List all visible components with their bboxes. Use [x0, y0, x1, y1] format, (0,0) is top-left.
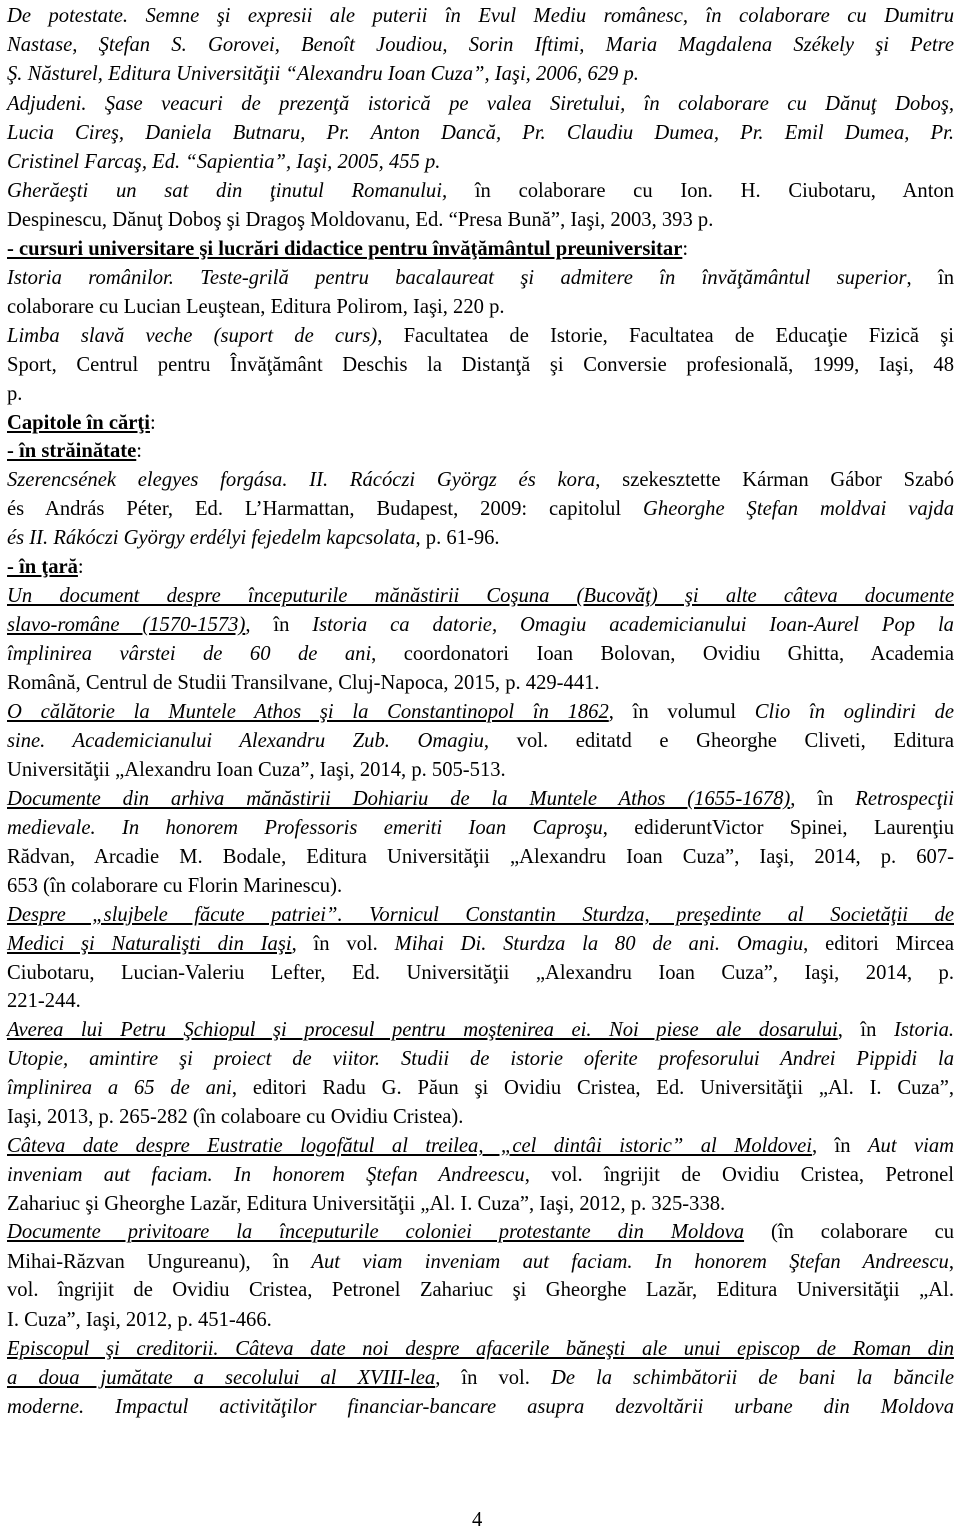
text-line — [7, 351, 954, 380]
text-segment: vol. îngrijit de Ovidiu Cristea, Petronel Zahariuc şi Gheorghe Lazăr, Editura Universităţii „Al. — [7, 1279, 954, 1301]
text-line — [7, 1016, 954, 1045]
text-segment: slavo-române (1570-1573) — [7, 614, 246, 636]
text-line — [7, 1393, 954, 1422]
text-line — [7, 582, 954, 611]
text-segment: , p. 61-96. — [415, 527, 500, 549]
text-segment: Ş. Năsturel, Editura Universităţii “Alexandru Ioan Cuza”, Iaşi, 2006, 629 p. — [7, 63, 639, 85]
text-line — [7, 640, 954, 669]
text-line — [7, 843, 954, 872]
text-line — [7, 177, 954, 206]
text-segment: Lucia Cireş, Daniela Butnaru, Pr. Anton Dancă, Pr. Claudiu Dumea, Pr. Emil Dumea, Pr. — [7, 122, 954, 144]
text-segment: , — [948, 1251, 954, 1273]
text-segment: - în străinătate — [7, 440, 137, 462]
text-line — [7, 669, 960, 698]
text-segment: , coordonatori Ioan Bolovan, Ovidiu Ghitta, Academia — [371, 643, 954, 665]
text-segment: Retrospecţii — [855, 788, 954, 810]
text-segment: Istoria ca datorie, Omagiu academicianului Ioan-Aurel Pop la — [312, 614, 954, 636]
text-line — [7, 235, 960, 264]
text-segment: , în — [790, 788, 856, 810]
text-line — [7, 1103, 960, 1132]
text-line — [7, 814, 954, 843]
text-segment: colaborare cu Lucian Leuştean, Editura Polirom, Iaşi, 220 p. — [7, 296, 505, 318]
text-segment: , szekesztette Kárman Gábor Szabó — [595, 469, 954, 491]
page-number: 4 — [472, 1509, 483, 1531]
text-line — [7, 1335, 954, 1364]
text-line — [7, 264, 954, 293]
text-segment: Despinescu, Dănuţ Doboş şi Dragoş Moldovanu, Ed. “Presa Bună”, Iaşi, 2003, 393 p. — [7, 209, 714, 231]
text-segment: Sport, Centrul pentru Învăţământ Deschis la Distanţă şi Conversie profesională, 1999, Iaşi, 48 — [7, 354, 954, 376]
text-segment: , edideruntVictor Spinei, Laurenţiu — [602, 817, 954, 839]
text-segment: Clio în oglindiri de — [754, 701, 955, 723]
text-segment: Limba slavă veche (suport de curs) — [7, 325, 378, 347]
text-segment: O călătorie la Muntele Athos şi la Constantinopol în 1862 — [7, 701, 609, 723]
text-line — [7, 1364, 954, 1393]
text-line — [7, 1190, 960, 1219]
text-line — [7, 1218, 954, 1247]
text-segment: , în vol. — [435, 1367, 551, 1389]
text-line — [7, 756, 960, 785]
text-line — [7, 987, 960, 1016]
text-segment: , în vol. — [291, 933, 395, 955]
text-line — [7, 322, 954, 351]
text-line — [7, 495, 954, 524]
text-segment: Aut viam inveniam aut faciam. In honorem Ştefan Andreescu — [311, 1251, 949, 1273]
text-segment: Ciubotaru, Lucian-Valeriu Lefter, Ed. Universităţii „Alexandru Ioan Cuza”, Iaşi, 2014, p. — [7, 962, 954, 984]
text-segment: Averea lui Petru Şchiopul şi procesul pentru moştenirea ei. Noi piese ale dosarului — [7, 1019, 838, 1041]
text-segment: 221-244. — [7, 990, 81, 1012]
text-segment: moderne. Impactul activităţilor financiar-bancare asupra dezvoltării urbane din Moldova — [7, 1396, 954, 1418]
text-segment: és II. Rákóczi György erdélyi fejedelm kapcsolata — [7, 527, 416, 549]
text-segment: Utopie, amintire şi proiect de viitor. Studii de istorie oferite profesorului Andrei Pippidi la — [7, 1048, 954, 1070]
text-segment: , editori Radu G. Păun şi Ovidiu Cristea, Ed. Universităţii „Al. I. Cuza”, — [231, 1077, 954, 1099]
text-segment: medievale. In honorem Professoris emeriti Ioan Caproşu — [7, 817, 603, 839]
text-segment: Câteva date despre Eustratie logofătul al treilea, „cel dintâi istoric” al Moldovei — [7, 1135, 812, 1157]
text-line — [7, 1248, 954, 1277]
text-segment: Capitole în cărţi — [7, 412, 150, 434]
text-line — [7, 553, 960, 582]
text-segment: De la schimbătorii de bani la băncile — [550, 1367, 955, 1389]
text-segment: împlinirea a 65 de ani — [7, 1077, 232, 1099]
text-segment: p. — [7, 383, 23, 405]
text-segment: , editori Mircea — [803, 933, 954, 955]
text-line — [7, 1074, 954, 1103]
text-line — [7, 119, 954, 148]
text-line — [7, 466, 954, 495]
text-line — [7, 727, 954, 756]
text-segment: - în ţară — [7, 556, 78, 578]
text-segment: Medici şi Naturalişti din Iaşi — [7, 933, 292, 955]
text-segment: sine. Academicianului Alexandru Zub. Omagiu — [7, 730, 484, 752]
text-line — [7, 1276, 954, 1305]
text-segment: , vol. îngrijit de Ovidiu Cristea, Petronel — [524, 1164, 954, 1186]
text-segment: , Facultatea de Istorie, Facultatea de Educaţie Fizică şi — [377, 325, 954, 347]
text-segment: în colaborare cu Ion. H. Ciubotaru, Anton — [474, 180, 955, 202]
text-segment: Szerencsének elegyes forgása. II. Rácóczi Györgz és kora — [7, 469, 596, 491]
text-segment: Română, Centrul de Studii Transilvane, Cluj-Napoca, 2015, p. 429-441. — [7, 672, 600, 694]
text-line — [7, 1306, 960, 1335]
text-segment: Nastase, Ştefan S. Gorovei, Benoît Joudiou, Sorin Iftimi, Maria Magdalena Székely şi Petre — [7, 34, 954, 56]
text-line — [7, 785, 954, 814]
text-segment: 653 (în colaborare cu Florin Marinescu). — [7, 875, 343, 897]
text-segment: , în — [837, 1019, 894, 1041]
text-segment: Episcopul şi creditorii. Câteva date noi despre afacerile băneşti ale unui episcop de Roman din — [7, 1338, 954, 1360]
text-line — [7, 1045, 954, 1074]
text-line — [7, 524, 960, 553]
text-line — [7, 60, 960, 89]
text-segment: I. Cuza”, Iaşi, 2012, p. 451-466. — [7, 1309, 272, 1331]
text-line — [7, 206, 960, 235]
text-line — [7, 1161, 954, 1190]
text-line — [7, 930, 954, 959]
text-line — [7, 2, 954, 31]
text-line — [7, 90, 954, 119]
text-line — [7, 959, 954, 988]
text-segment: Despre „slujbele făcute patriei”. Vornicul Constantin Sturdza, preşedinte al Societăţii de — [7, 904, 954, 926]
text-segment: : — [77, 556, 84, 578]
text-line — [7, 611, 954, 640]
text-line — [7, 872, 960, 901]
text-segment: Istoria. — [893, 1019, 955, 1041]
text-line — [7, 698, 954, 727]
text-segment: , în — [245, 614, 313, 636]
text-segment: Aut viam — [867, 1135, 955, 1157]
text-segment: Universităţii „Alexandru Ioan Cuza”, Iaşi, 2014, p. 505-513. — [7, 759, 506, 781]
text-segment: Documente privitoare la începuturile coloniei protestante din Moldova — [7, 1221, 745, 1243]
text-segment: , în — [906, 267, 954, 289]
text-line — [7, 380, 960, 409]
text-segment: Mihai-Răzvan Ungureanu), în — [7, 1251, 312, 1273]
text-segment: , în volumul — [608, 701, 755, 723]
text-segment: , vol. editatd e Gheorghe Cliveti, Editura — [483, 730, 954, 752]
text-segment: Gherăeşti un sat din ţinutul Romanului, — [7, 180, 475, 202]
text-segment: Documente din arhiva mănăstirii Dohiariu de la Muntele Athos (1655-1678) — [7, 788, 791, 810]
text-segment: Mihai Di. Sturdza la 80 de ani. Omagiu — [394, 933, 804, 955]
text-segment: a doua jumătate a secolului al XVIII-lea — [7, 1367, 436, 1389]
text-segment: Rădvan, Arcadie M. Bodale, Editura Universităţii „Alexandru Ioan Cuza”, Iaşi, 2014, p. 607- — [7, 846, 954, 868]
text-segment: : — [150, 412, 156, 434]
text-segment: (în colaborare cu — [744, 1221, 955, 1243]
text-segment: Iaşi, 2013, p. 265-282 (în colaboare cu Ovidiu Cristea). — [7, 1106, 464, 1128]
text-line — [7, 1132, 954, 1161]
text-segment: De potestate. Semne şi expresii ale puterii în Evul Mediu românesc, în colaborare cu Dumitru — [7, 5, 954, 27]
text-segment: Cristinel Farcaş, Ed. “Sapientia”, Iaşi, 2005, 455 p. — [7, 151, 441, 173]
text-segment: , în — [811, 1135, 868, 1157]
text-segment: Istoria românilor. Teste-grilă pentru bacalaureat şi admitere în învăţământul superior — [7, 267, 907, 289]
text-segment: : — [682, 238, 689, 260]
text-segment: Un document despre începuturile mănăstirii Coşuna (Bucovăţ) şi alte câteva documente — [7, 585, 954, 607]
text-segment: és András Péter, Ed. L’Harmattan, Budapest, 2009: capitolul — [7, 498, 644, 520]
text-segment: inveniam aut faciam. In honorem Ştefan Andreescu — [7, 1164, 525, 1186]
text-segment: Adjudeni. Şase veacuri de prezenţă istorică pe valea Siretului, în colaborare cu Dănuţ Doboş, — [7, 93, 954, 115]
text-line — [7, 293, 960, 322]
text-line — [7, 409, 960, 438]
text-line — [7, 901, 954, 930]
text-line — [7, 437, 960, 466]
text-segment: împlinirea vârstei de 60 de ani — [7, 643, 372, 665]
text-line — [7, 31, 954, 60]
text-segment: Gheorghe Ştefan moldvai vajda — [643, 498, 955, 520]
text-segment: - cursuri universitare şi lucrări didactice pentru învăţământul preuniversitar — [7, 238, 683, 260]
text-line — [7, 148, 960, 177]
text-segment: Zahariuc şi Gheorghe Lazăr, Editura Universităţii „Al. I. Cuza”, Iaşi, 2012, p. 325-338. — [7, 1193, 726, 1215]
text-segment: : — [136, 440, 142, 462]
